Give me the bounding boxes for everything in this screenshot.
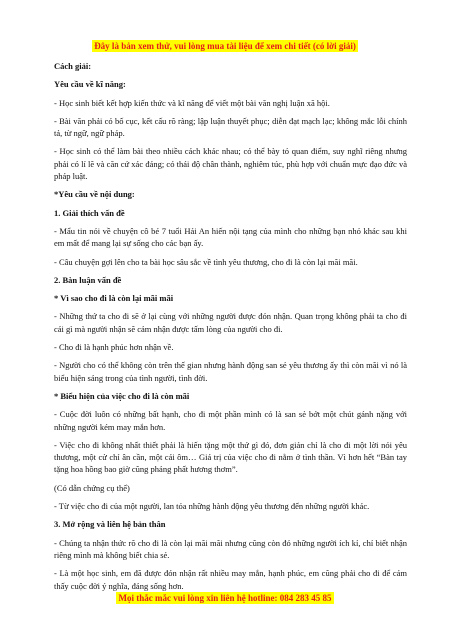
body-paragraph: - Học sinh có thể làm bài theo nhiều cách khác nhau; có thể bày tỏ quan điểm, suy nghĩ riêng nhưng phải có lí lẽ và căn cứ xác đáng; có thái độ chân thành, nghiêm túc, phù hợp với chuẩn mực đạo đức và pháp luật.	[54, 146, 407, 182]
body-paragraph: - Học sinh biết kết hợp kiến thức và kĩ năng để viết một bài văn nghị luận xã hội.	[54, 97, 330, 108]
hotline-text: Mọi thắc mắc vui lòng xin liên hệ hotline: 084 283 45 85	[118, 593, 332, 603]
document-body	[54, 60, 407, 598]
section-heading: * Biểu hiện của việc cho đi là còn mãi	[54, 390, 190, 401]
section-heading: 3. Mở rộng và liên hệ bản thân	[54, 519, 166, 530]
preview-notice-banner	[0, 41, 450, 51]
body-paragraph: - Cho đi là hạnh phúc hơn nhận về.	[54, 342, 174, 353]
section-heading: Cách giải:	[54, 61, 92, 71]
section-heading: Yêu cầu về kĩ năng:	[54, 79, 126, 90]
body-paragraph: - Chúng ta nhận thức rõ cho đi là còn lại mãi mãi nhưng cũng còn đó những người ích kỉ, chỉ biết nhận riêng mình mà không biết chia sẻ.	[54, 537, 407, 560]
body-paragraph: (Có dẫn chứng cụ thể)	[54, 482, 130, 493]
body-paragraph: - Việc cho đi không nhất thiết phải là hiến tặng một thứ gì đó, đơn giản chỉ là cho đi một lời nói yêu thương, một cử chỉ ân cần, một cái ôm… Giá trị của việc cho đi nằm ở tình thần. Vì hơn hết “Bàn tay tặng hoa hồng bao giờ cũng phảng phất hương thơm”.	[54, 439, 407, 475]
body-paragraph: - Bài văn phải có bố cục, kết cấu rõ ràng; lập luận thuyết phục; diễn đạt mạch lạc; không mắc lỗi chính tả, từ ngữ, ngữ pháp.	[54, 115, 407, 139]
body-paragraph: - Mẩu tin nói về chuyện cô bé 7 tuổi Hải An hiến nội tạng của mình cho những bạn nhỏ khác sau khi em mất để mang lại sự sống cho các bạn ấy.	[54, 225, 407, 249]
body-paragraph: - Câu chuyện gợi lên cho ta bài học sâu sắc về tình yêu thương, cho đi là còn lại mãi mãi.	[54, 256, 358, 267]
body-paragraph: - Người cho có thể không còn trên thế gian nhưng hành động san sẻ yêu thương ấy thì còn mãi vì nó là biểu hiện sáng trong của tình người, tình đời.	[54, 360, 407, 383]
section-heading: 2. Bàn luận vấn đề	[54, 274, 122, 285]
body-paragraph: - Những thứ ta cho đi sẽ ở lại cùng với những người được đón nhận. Quan trọng không phải ta cho đi cái gì mà người nhận sẽ cảm nhận được tấm lòng của người cho đi.	[54, 311, 407, 334]
body-paragraph: - Cuộc đời luôn có những bất hạnh, cho đi một phần mình có là san sẻ bớt một chút gánh nặng với những người kém may mắn hơn.	[54, 409, 407, 432]
section-heading: 1. Giải thích vấn đề	[54, 207, 125, 218]
body-paragraph: - Là một học sinh, em đã được đón nhận rất nhiều may mắn, hạnh phúc, em cũng phải cho đi để cảm thấy cuộc đời ý nghĩa, đáng sống hơn.	[54, 568, 407, 591]
section-heading: *Yêu cầu về nội dung:	[54, 189, 135, 200]
hotline-banner	[0, 593, 450, 603]
section-heading: * Vì sao cho đi là còn lại mãi mãi	[54, 293, 174, 304]
preview-notice-text: Đây là bản xem thử, vui lòng mua tài liệu để xem chi tiết (có lời giải)	[94, 41, 356, 51]
body-paragraph: - Từ việc cho đi của một người, lan tỏa những hành động yêu thương đến những người khác.	[54, 501, 370, 512]
